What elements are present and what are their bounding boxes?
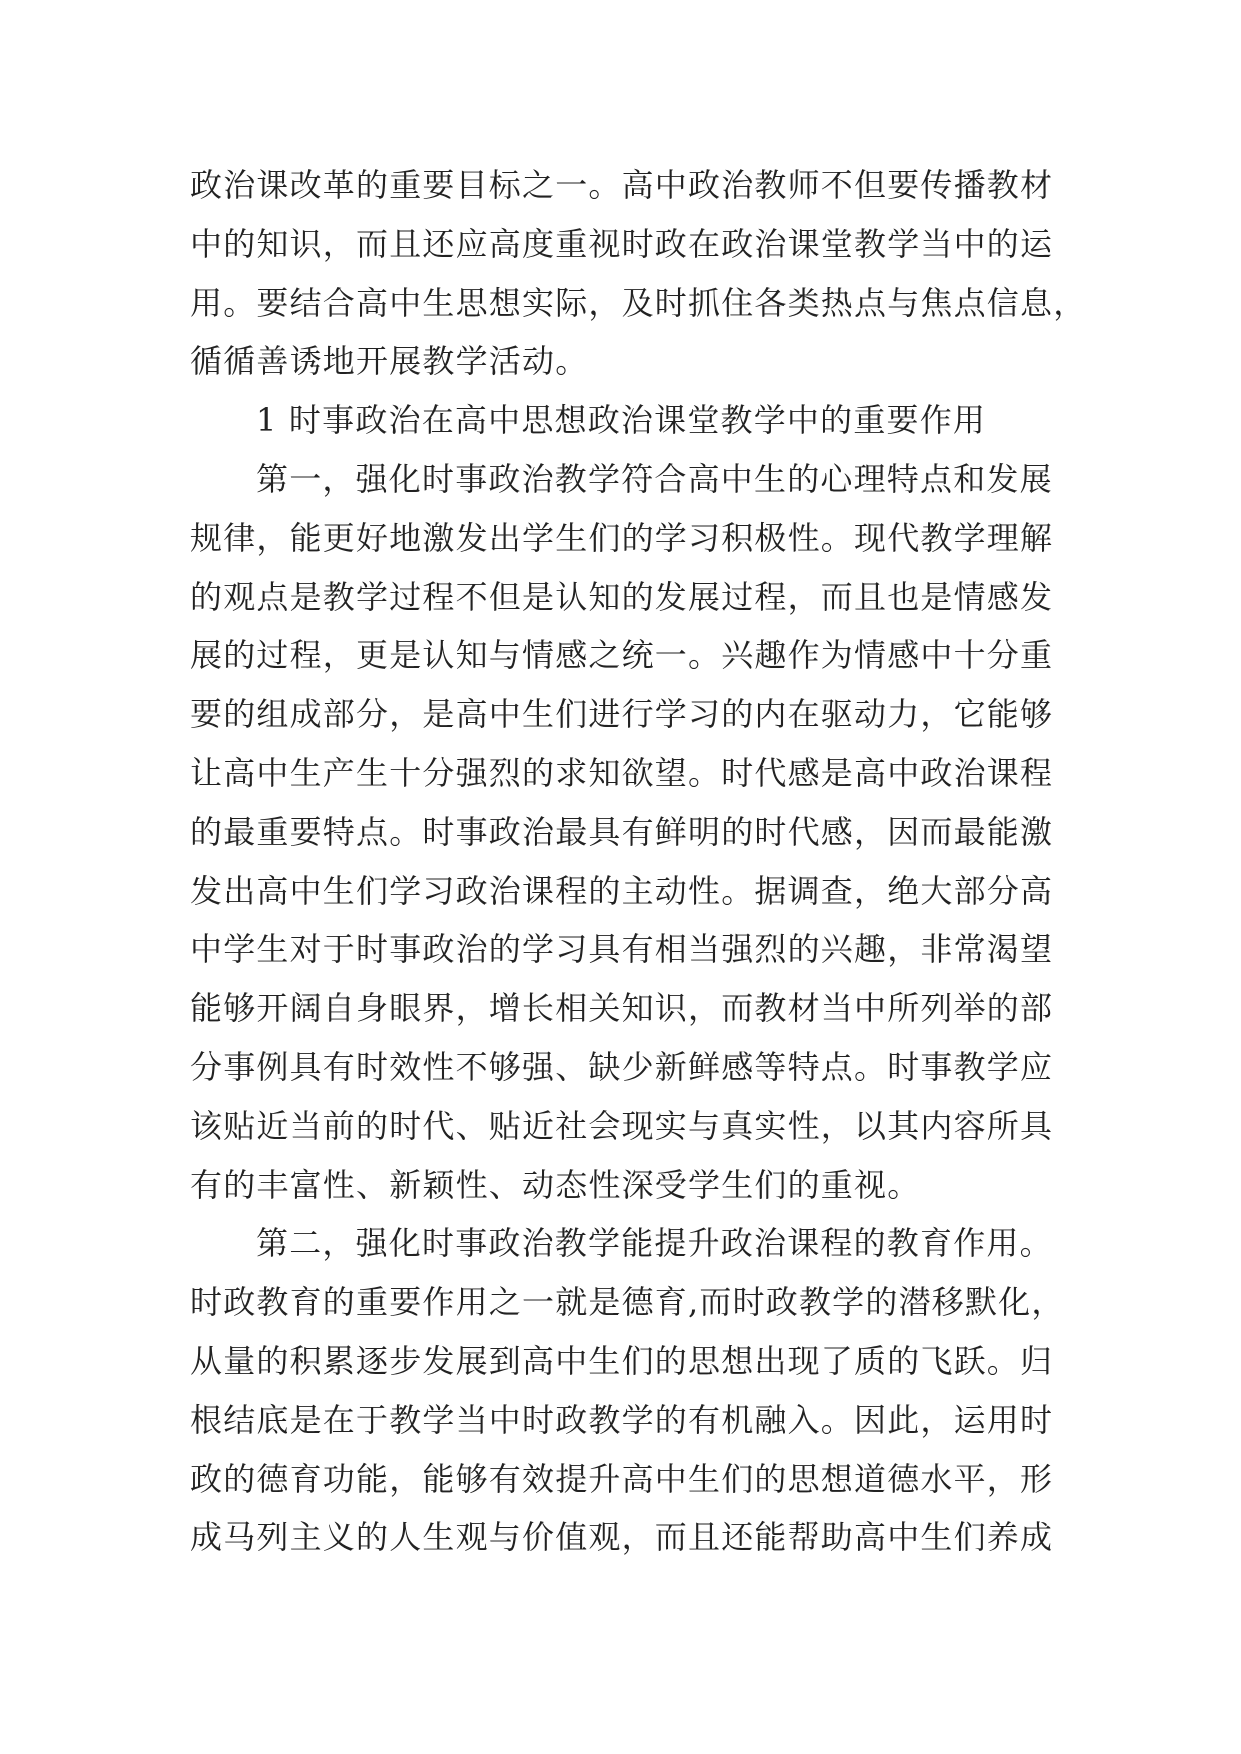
text-line: 政的德育功能，能够有效提升高中生们的思想道德水平，形 (190, 1459, 1054, 1498)
body-text (190, 156, 1087, 1567)
text-line: 中学生对于时事政治的学习具有相当强烈的兴趣，非常渴望 (190, 930, 1054, 969)
text-line: 成马列主义的人生观与价值观，而且还能帮助高中生们养成 (190, 1518, 1054, 1557)
text-line: 的最重要特点。时事政治最具有鲜明的时代感，因而最能激 (190, 812, 1054, 851)
text-line: 1 时事政治在高中思想政治课堂教学中的重要作用 (256, 401, 987, 440)
text-line: 根结底是在于教学当中时政教学的有机融入。因此，运用时 (190, 1400, 1054, 1439)
text-line: 分事例具有时效性不够强、缺少新鲜感等特点。时事教学应 (190, 1047, 1054, 1086)
text-line: 用。要结合高中生思想实际，及时抓住各类热点与焦点信息， (190, 283, 1087, 322)
text-line: 时政教育的重要作用之一就是德育,而时政教学的潜移默化， (190, 1283, 1065, 1322)
text-line: 循循善诱地开展教学活动。 (190, 342, 589, 381)
text-line: 规律，能更好地激发出学生们的学习积极性。现代教学理解 (190, 518, 1054, 557)
text-line: 让高中生产生十分强烈的求知欲望。时代感是高中政治课程 (190, 753, 1054, 792)
text-line: 从量的积累逐步发展到高中生们的思想出现了质的飞跃。归 (190, 1341, 1054, 1380)
text-line: 该贴近当前的时代、贴近社会现实与真实性，以其内容所具 (190, 1106, 1054, 1145)
text-line: 的观点是教学过程不但是认知的发展过程，而且也是情感发 (190, 577, 1054, 616)
text-line: 政治课改革的重要目标之一。高中政治教师不但要传播教材 (190, 166, 1054, 204)
text-line: 第一，强化时事政治教学符合高中生的心理特点和发展 (256, 459, 1053, 498)
text-line: 发出高中生们学习政治课程的主动性。据调查，绝大部分高 (190, 871, 1054, 910)
text-line: 展的过程，更是认知与情感之统一。兴趣作为情感中十分重 (190, 636, 1054, 675)
text-line: 中的知识，而且还应高度重视时政在政治课堂教学当中的运 (190, 224, 1054, 263)
text-line: 要的组成部分，是高中生们进行学习的内在驱动力，它能够 (190, 695, 1054, 734)
text-line: 有的丰富性、新颖性、动态性深受学生们的重视。 (190, 1165, 921, 1204)
text-line: 能够开阔自身眼界，增长相关知识，而教材当中所列举的部 (190, 989, 1054, 1028)
text-line: 第二，强化时事政治教学能提升政治课程的教育作用。 (256, 1224, 1053, 1263)
